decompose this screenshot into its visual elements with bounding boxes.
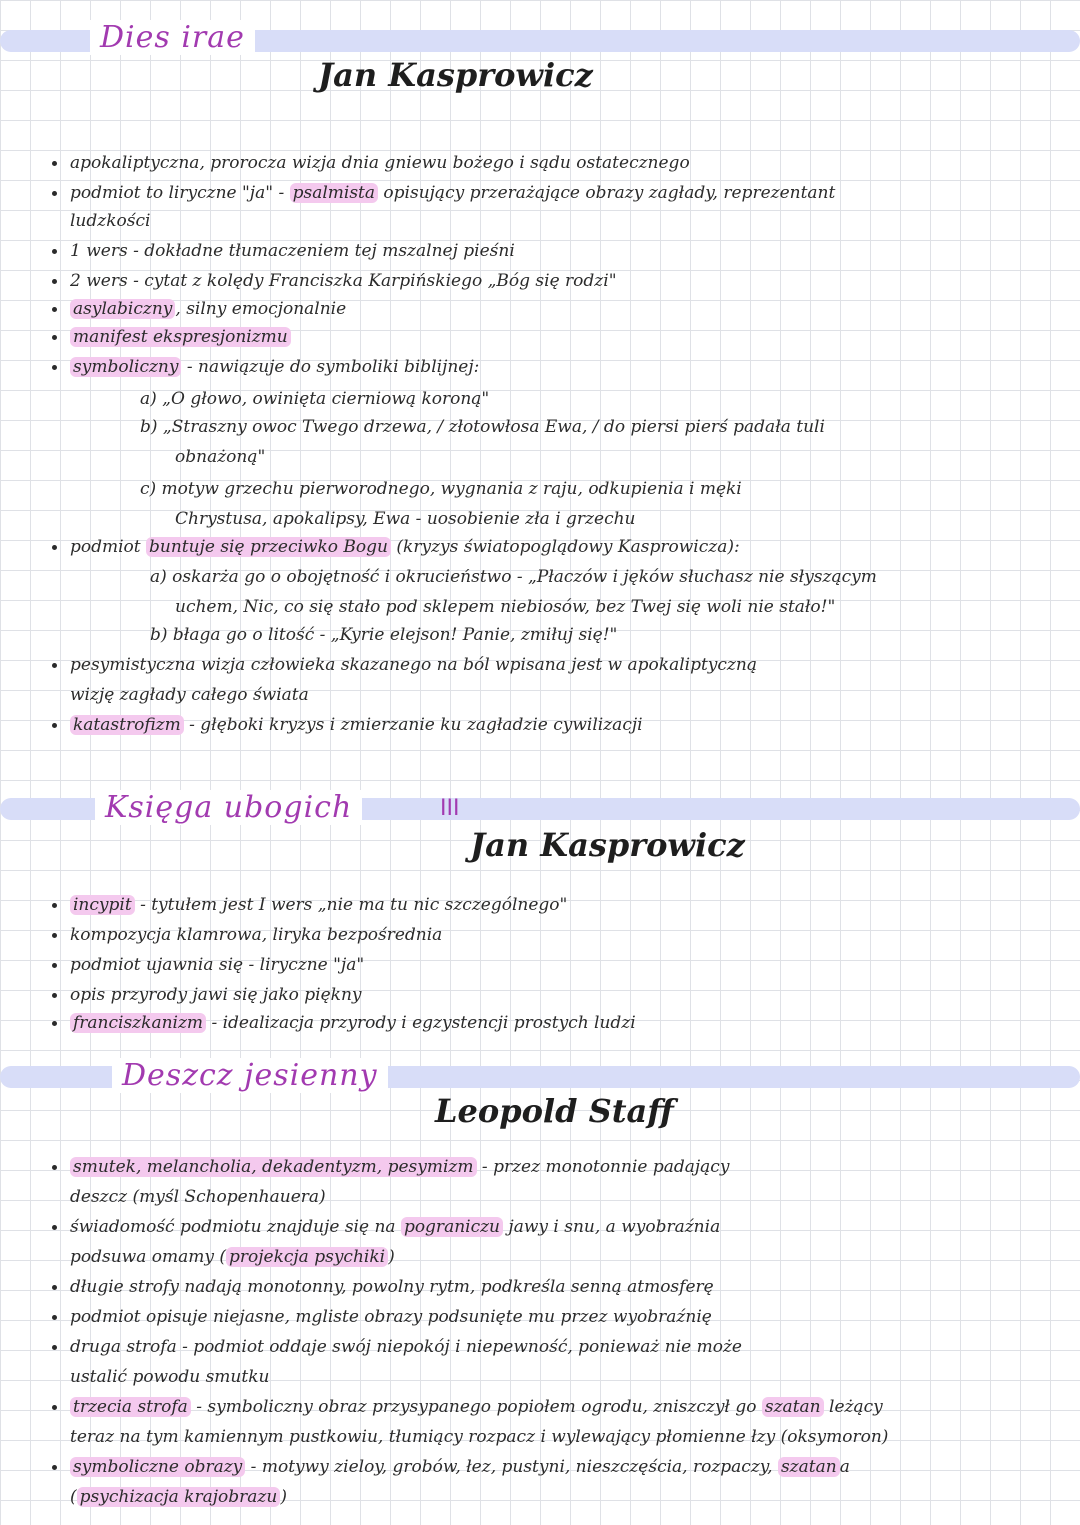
bullet-dot [52, 963, 57, 968]
bullet-dot [52, 933, 57, 938]
note-line: podmiot ujawnia się - liryczne "ja" [70, 955, 365, 975]
note-line: długie strofy nadają monotonny, powolny rytm, podkreśla senną atmosferę [70, 1277, 714, 1297]
bullet-dot [52, 249, 57, 254]
bullet-dot [52, 161, 57, 166]
bullet-dot [52, 279, 57, 284]
bullet-dot [52, 307, 57, 312]
section-separator: III [440, 796, 460, 821]
note-line: a) „O głowo, owinięta cierniową koroną" [140, 389, 490, 409]
bullet-dot [52, 1225, 57, 1230]
section-title: Deszcz jesienny [112, 1058, 388, 1093]
note-line: c) motyw grzechu pierworodnego, wygnania z raju, odkupienia i męki [140, 479, 742, 499]
bullet-dot [52, 1345, 57, 1350]
bullet-dot [52, 723, 57, 728]
bullet-dot [52, 545, 57, 550]
note-line: podmiot buntuje się przeciwko Bogu (kryzys światopoglądowy Kasprowicza): [70, 537, 740, 557]
note-line: apokaliptyczna, prorocza wizja dnia gniewu bożego i sądu ostatecznego [70, 153, 690, 173]
bullet-dot [52, 1405, 57, 1410]
note-line: podmiot opisuje niejasne, mgliste obrazy podsunięte mu przez wyobraźnię [70, 1307, 712, 1327]
note-line: symboliczny - nawiązuje do symboliki biblijnej: [70, 356, 479, 378]
note-line: świadomość podmiotu znajduje się na pograniczu jawy i snu, a wyobraźnia [70, 1217, 721, 1237]
note-line: Chrystusa, apokalipsy, Ewa - uosobienie zła i grzechu [175, 509, 636, 529]
bullet-dot [52, 663, 57, 668]
section-author: Jan Kasprowicz [470, 826, 745, 864]
note-line: opis przyrody jawi się jako piękny [70, 985, 362, 1005]
section-title: Księga ubogich [95, 790, 362, 825]
bullet-dot [52, 1465, 57, 1470]
section-title: Dies irae [90, 20, 255, 55]
bullet-dot [52, 1315, 57, 1320]
note-line: manifest ekspresjonizmu [70, 326, 291, 348]
note-line: a) oskarża go o obojętność i okrucieństwo - „Płaczów i jęków słuchasz nie słyszącym [150, 567, 877, 587]
note-line: teraz na tym kamiennym pustkowiu, tłumiący rozpacz i wylewający płomienne łzy (oksymoron) [70, 1427, 889, 1447]
bullet-dot [52, 993, 57, 998]
note-line: ludzkości [70, 211, 151, 231]
note-line: smutek, melancholia, dekadentyzm, pesymizm - przez monotonnie padający [70, 1156, 729, 1178]
note-line: druga strofa - podmiot oddaje swój niepokój i niepewność, ponieważ nie może [70, 1337, 742, 1357]
note-line: 2 wers - cytat z kolędy Franciszka Karpińskiego „Bóg się rodzi" [70, 271, 617, 291]
note-line: deszcz (myśl Schopenhauera) [70, 1187, 326, 1207]
note-line: franciszkanizm - idealizacja przyrody i egzystencji prostych ludzi [70, 1012, 636, 1034]
note-line: 1 wers - dokładne tłumaczeniem tej mszalnej pieśni [70, 241, 515, 261]
note-line: kompozycja klamrowa, liryka bezpośrednia [70, 925, 443, 945]
note-line: podsuwa omamy ( projekcja psychiki ) [70, 1247, 395, 1267]
bullet-dot [52, 335, 57, 340]
bullet-dot [52, 903, 57, 908]
section-author: Leopold Staff [435, 1092, 674, 1130]
note-line: pesymistyczna wizja człowieka skazanego na ból wpisana jest w apokaliptyczną [70, 655, 757, 675]
note-line: podmiot to liryczne "ja" - psalmista opisujący przerażające obrazy zagłady, reprezentant [70, 183, 836, 203]
note-line: b) „Straszny owoc Twego drzewa, / złotowłosa Ewa, / do piersi pierś padała tuli [140, 417, 825, 437]
note-line: katastrofizm - głęboki kryzys i zmierzanie ku zagładzie cywilizacji [70, 714, 643, 736]
note-line: trzecia strofa - symboliczny obraz przysypanego popiołem ogrodu, zniszczył go szatan leżący [70, 1396, 883, 1418]
note-line: incypit - tytułem jest I wers „nie ma tu nic szczególnego" [70, 894, 567, 916]
note-line: uchem, Nic, co się stało pod sklepem niebiosów, bez Twej się woli nie stało!" [175, 597, 836, 617]
bullet-dot [52, 191, 57, 196]
bullet-dot [52, 1165, 57, 1170]
note-line: symboliczne obrazy - motywy zieloy, grobów, łez, pustyni, nieszczęścia, rozpaczy, szatan a [70, 1456, 850, 1478]
note-line: ustalić powodu smutku [70, 1367, 270, 1387]
note-line: ( psychizacja krajobrazu ) [70, 1487, 287, 1507]
bullet-dot [52, 365, 57, 370]
note-line: obnażoną" [175, 447, 266, 467]
bullet-dot [52, 1285, 57, 1290]
note-line: asylabiczny , silny emocjonalnie [70, 298, 346, 320]
section-author: Jan Kasprowicz [318, 56, 593, 94]
note-line: wizję zagłady całego świata [70, 685, 309, 705]
bullet-dot [52, 1021, 57, 1026]
note-line: b) błaga go o litość - „Kyrie elejson! Panie, zmiłuj się!" [150, 625, 618, 645]
